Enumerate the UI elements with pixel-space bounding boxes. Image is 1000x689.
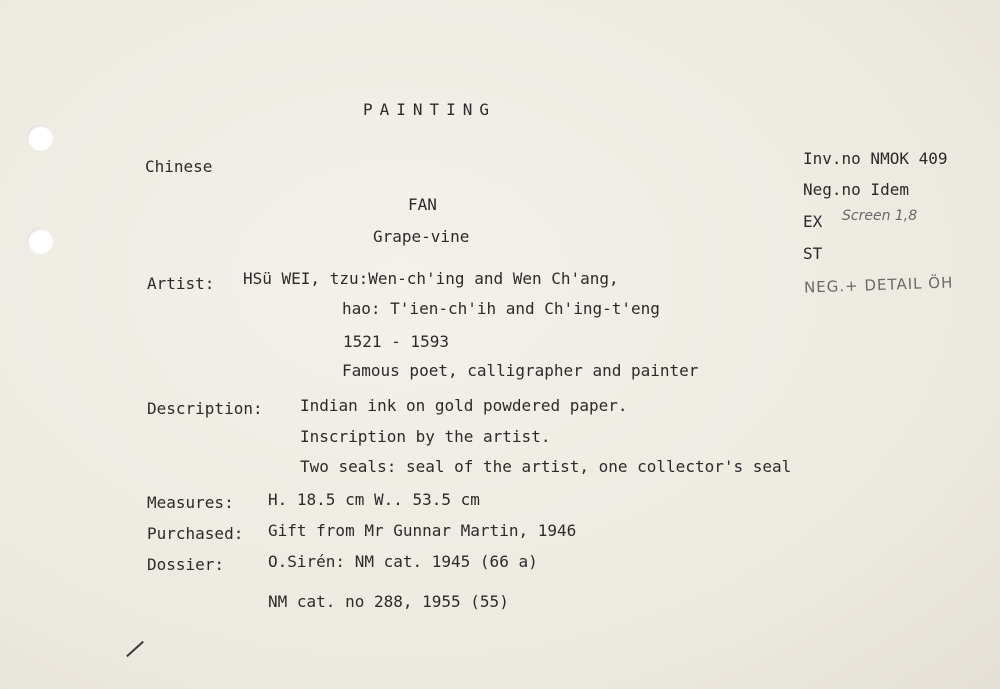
artist-dates: 1521 - 1593 bbox=[343, 332, 449, 351]
measures-label: Measures: bbox=[147, 493, 234, 512]
purchased-value: Gift from Mr Gunnar Martin, 1946 bbox=[268, 521, 577, 540]
subject-text: Grape-vine bbox=[373, 227, 470, 246]
purchased-label: Purchased: bbox=[147, 524, 244, 543]
description-line-2: Inscription by the artist. bbox=[300, 427, 551, 446]
object-type: FAN bbox=[408, 195, 437, 214]
st-label: ST bbox=[803, 244, 823, 263]
ex-handwritten-note: Screen 1,8 bbox=[842, 208, 918, 224]
handwritten-detail-note: NEG.+ DETAIL ÖH bbox=[803, 273, 954, 297]
pencil-mark bbox=[126, 641, 144, 657]
punch-hole-bottom bbox=[27, 228, 53, 254]
artist-label: Artist: bbox=[147, 274, 215, 293]
dossier-label: Dossier: bbox=[147, 555, 225, 574]
description-line-1: Indian ink on gold powdered paper. bbox=[300, 396, 628, 415]
dossier-line-2: NM cat. no 288, 1955 (55) bbox=[268, 592, 509, 611]
card-title: PAINTING bbox=[363, 100, 497, 119]
origin-text: Chinese bbox=[145, 157, 213, 176]
negative-number: Neg.no Idem bbox=[803, 180, 909, 199]
description-line-3: Two seals: seal of the artist, one collector's seal bbox=[300, 457, 792, 476]
punch-hole-top bbox=[27, 125, 53, 151]
artist-bio: Famous poet, calligrapher and painter bbox=[342, 361, 699, 380]
description-label: Description: bbox=[147, 399, 263, 418]
inventory-number: Inv.no NMOK 409 bbox=[803, 149, 948, 168]
artist-line-1: HSü WEI, tzu:Wen-ch'ing and Wen Ch'ang, bbox=[243, 269, 619, 288]
artist-line-2: hao: T'ien-ch'ih and Ch'ing-t'eng bbox=[342, 299, 660, 318]
measures-value: H. 18.5 cm W.. 53.5 cm bbox=[268, 490, 480, 509]
dossier-line-1: O.Sirén: NM cat. 1945 (66 a) bbox=[268, 552, 538, 571]
ex-label: EX bbox=[803, 212, 823, 231]
